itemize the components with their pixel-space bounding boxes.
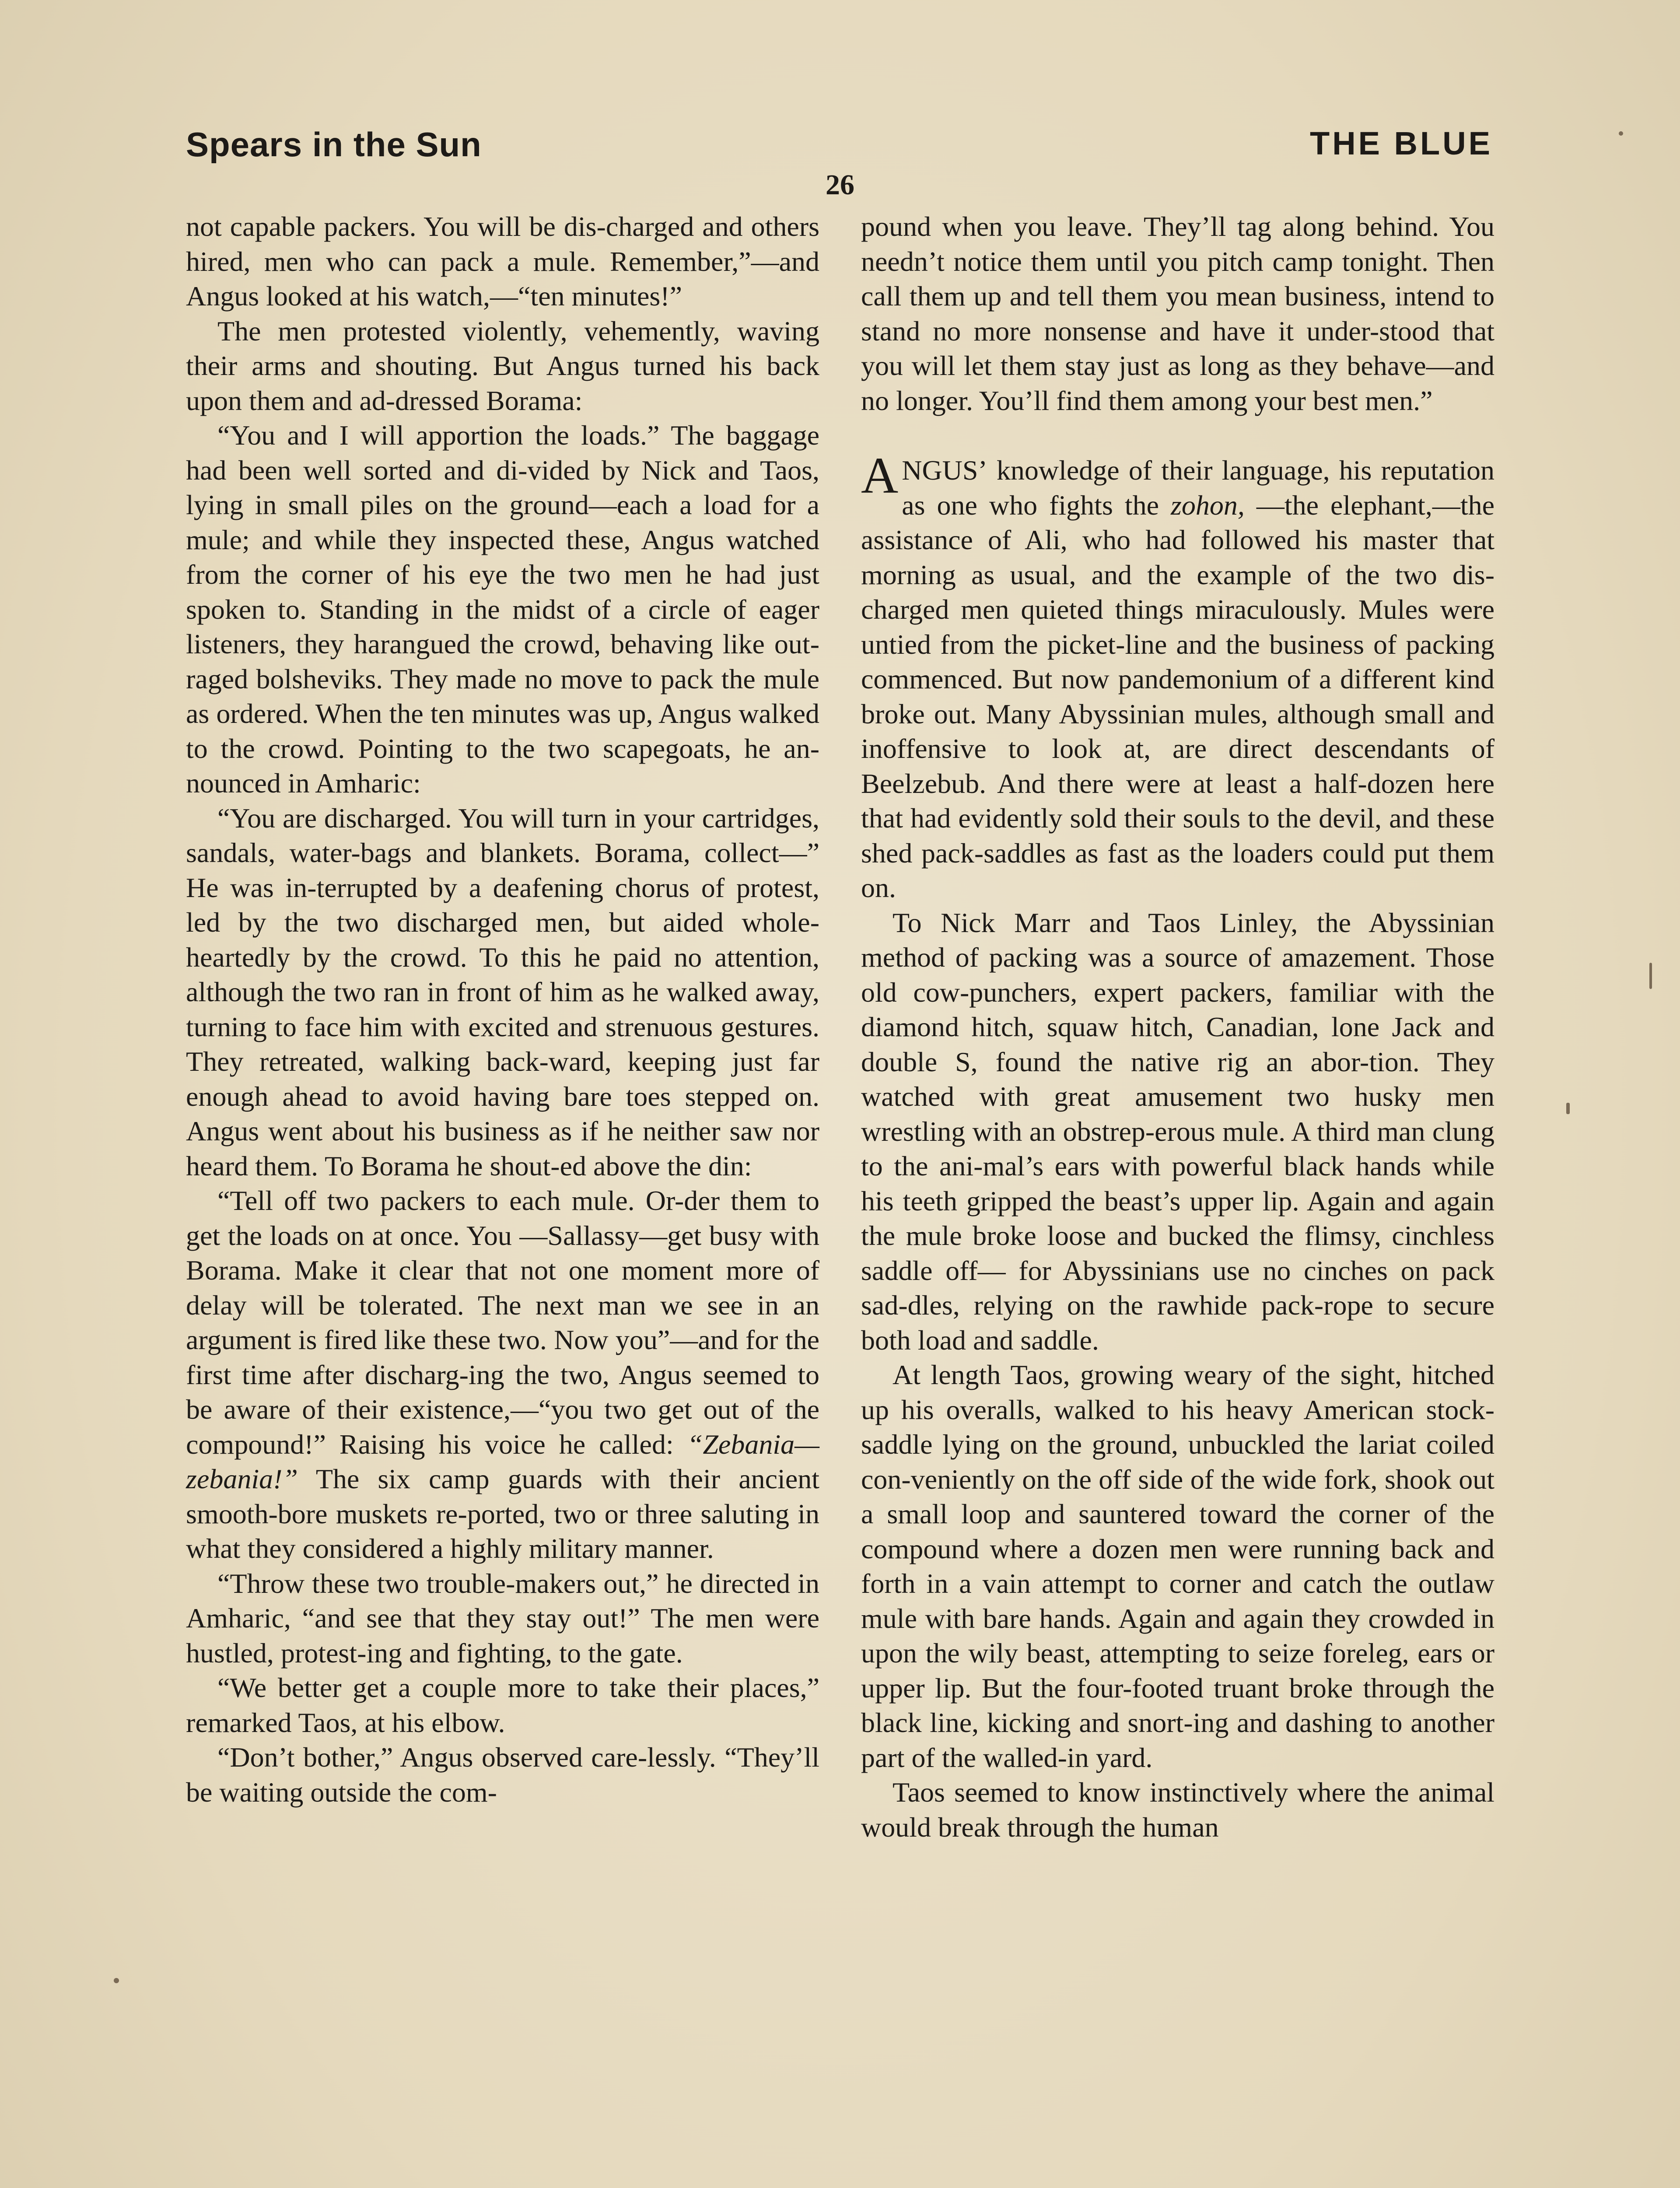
paragraph: To Nick Marr and Taos Linley, the Abyssinian method of packing was a source of amazement. Those old cow-punchers, expert packers, familiar with the diamond hitch, squaw hitch, Canadian, lone Jack and double S, found the native rig an abor-tion. They watched with great amusement two husky men wrestling with an obstrep-erous mule. A third man clung to the ani-mal’s ears with powerful black hands while his teeth gripped the beast’s upper lip. Again and again the mule broke loose and bucked the flimsy, cinchless saddle off— for Abyssinians use no cinches on pack sad-dles, relying on the rawhide pack-rope to secure both load and saddle.: [861, 907, 1494, 1356]
paragraph: “Don’t bother,” Angus observed care-lessly. “They’ll be waiting outside the com-: [186, 1742, 819, 1808]
story-title: Spears in the Sun: [186, 125, 482, 164]
italic-word: zohon,: [1171, 489, 1245, 521]
page-number: 26: [826, 169, 854, 201]
right-column: [861, 209, 1494, 1844]
section-opening-paragraph: [861, 447, 1495, 905]
paper-speck: [1649, 963, 1652, 989]
paper-speck: [1566, 1103, 1570, 1114]
paragraph: At length Taos, growing weary of the sight, hitched up his overalls, walked to his heavy American stock-saddle lying on the ground, unbuckled the lariat coiled con-veniently on the off side of the wide fork, shook out a small loop and sauntered toward the corner of the compound where a dozen men were running back and forth in a vain attempt to corner and catch the outlaw mule with bare hands. Again and again they crowded in upon the wily beast, attempting to seize foreleg, ears or upper lip. But the four-footed truant broke through the black line, kicking and snort-ing and dashing to another part of the walled-in yard.: [861, 1359, 1494, 1773]
paragraph-text: —the elephant,—the assistance of Ali, who had followed his master that morning as usual, and the example of the two dis-charged men quieted things miraculously. Mules were untied from the picket-line and the business of packing commenced. But now pandemonium of a different kind broke out. Many Abyssinian mules, although small and inoffensive to look at, are direct descendants of Beelzebub. And there were at least a half-dozen here that had evidently sold their souls to the devil, and these shed pack-saddles as fast as the loaders could put them on.: [861, 489, 1495, 903]
paragraph: Taos seemed to know instinctively where the animal would break through the human: [861, 1777, 1494, 1843]
magazine-name: THE BLUE: [1310, 125, 1493, 161]
italic-phrase: “Zebania—zebania!”: [186, 1428, 819, 1494]
paragraph: “You are discharged. You will turn in your cartridges, sandals, water-bags and blankets. Borama, collect—” He was in-terrupted by a deafening chorus of protest, led by the two discharged men, but aided whole-heartedly by the crowd. To this he paid no attention, although the two ran in front of him as he walked away, turning to face him with excited and strenuous gestures. They retreated, walking back-ward, keeping just far enough ahead to avoid having bare toes stepped on. Angus went about his business as if he neither saw nor heard them. To Borama he shout-ed above the din:: [186, 802, 819, 1182]
left-column: [186, 209, 819, 1809]
paragraph-text: “Tell off two packers to each mule. Or-der them to get the loads on at once. You —Sallassy—get busy with Borama. Make it clear that not one moment more of delay will be tolerated. The next man we see in an argument is fired like these two. Now you”—and for the first time after discharg-ing the two, Angus seemed to be aware of their existence,—“you two get out of the compound!” Raising his voice he called:: [186, 1185, 819, 1460]
paragraph: “You and I will apportion the loads.” The baggage had been well sorted and di-vided by Nick and Taos, lying in small piles on the ground—each a load for a mule; and while they inspected these, Angus watched from the corner of his eye the two men he had just spoken to. Standing in the midst of a circle of eager listeners, they harangued the crowd, behaving like out-raged bolsheviks. They made no move to pack the mule as ordered. When the ten minutes was up, Angus walked to the crowd. Pointing to the two scapegoats, he an-nounced in Amharic:: [186, 420, 819, 799]
paragraph: [186, 1183, 819, 1566]
paragraph: pound when you leave. They’ll tag along behind. You needn’t notice them until you pitch camp tonight. Then call them up and tell them you mean business, intend to stand no more nonsense and have it under-stood that you will let them stay just as long as they behave—and no longer. You’ll find them among your best men.”: [861, 211, 1494, 416]
drop-cap: A: [861, 447, 899, 504]
paragraph: The men protested violently, vehemently, waving their arms and shouting. But Angus turned his back upon them and ad-dressed Borama:: [186, 315, 819, 416]
paper-speck: [1619, 131, 1623, 136]
paragraph: not capable packers. You will be dis-charged and others hired, men who can pack a mule. Remember,”—and Angus looked at his watch,—“ten minutes!”: [186, 211, 819, 312]
small-caps-word: NGUS’: [902, 455, 987, 486]
paragraph-text: The six camp guards with their ancient smooth-bore muskets re-ported, two or three saluting in what they considered a highly military manner.: [186, 1463, 819, 1564]
paragraph: “Throw these two trouble-makers out,” he directed in Amharic, “and see that they stay out!” The men were hustled, protest-ing and fighting, to the gate.: [186, 1567, 819, 1669]
paragraph-text: knowledge of their language, his reputation as one who fights the: [902, 455, 1494, 521]
paper-speck: [114, 1978, 119, 1983]
paragraph: “We better get a couple more to take their places,” remarked Taos, at his elbow.: [186, 1672, 819, 1738]
